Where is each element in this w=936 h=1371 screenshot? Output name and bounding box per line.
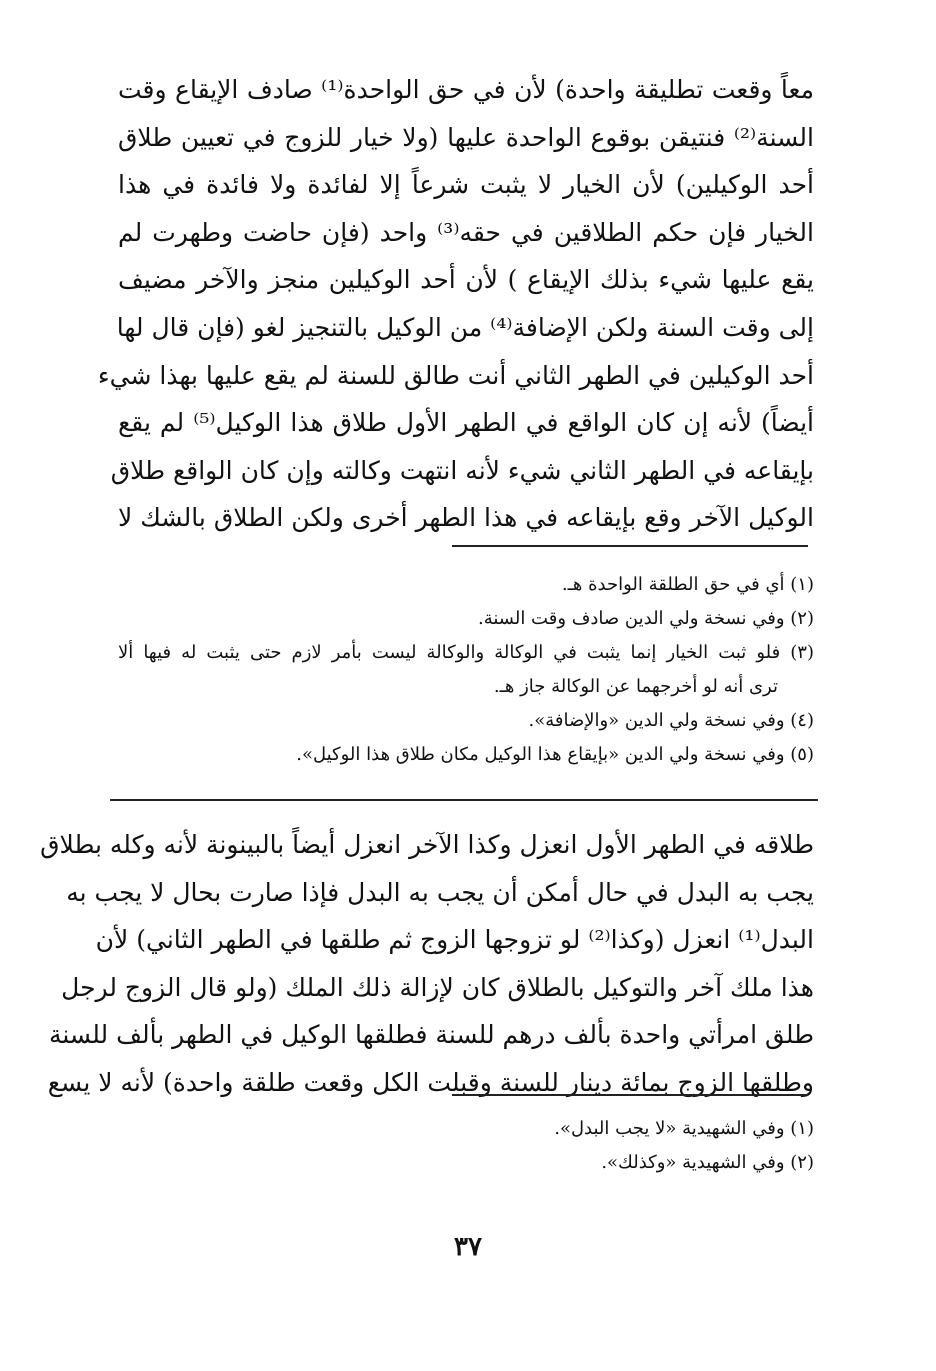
footnote: (١) أي في حق الطلقة الواحدة هـ. [561,574,814,595]
text-line: أيضاً) لأنه إن كان الواقع في الطهر الأول طلاق هذا الوكيل⁽⁵⁾ لم يقع [118,408,815,438]
text-line: يقع عليها شيء بذلك الإيقاع ) لأن أحد الوكيلين منجز والآخر مضيف [118,265,814,295]
footnote: (٣) فلو ثبت الخيار إنما يثبت في الوكالة والوكالة ليست بأمر لازم حتى يثبت له فيها ألا [118,642,814,663]
text-line: وطلقها الزوج بمائة دينار للسنة وقبلت الكل وقعت طلقة واحدة) لأنه لا يسع [47,1067,814,1097]
footnote: (١) وفي الشهيدية «لا يجب البدل». [554,1118,814,1139]
footnote: (٥) وفي نسخة ولي الدين «بإيقاع هذا الوكيل مكان طلاق هذا الوكيل». [296,744,814,765]
text-line: الخيار فإن حكم الطلاقين في حقه⁽³⁾ واحد (فإن حاضت وطهرت لم [118,217,814,247]
footnote: (٤) وفي نسخة ولي الدين «والإضافة». [528,710,814,731]
page-number: ٣٧ [454,1232,482,1262]
text-line: أحد الوكيلين في الطهر الثاني أنت طالق للسنة لم يقع عليها بهذا شيء [97,360,814,390]
footnote: (٢) وفي نسخة ولي الدين صادف وقت السنة. [477,608,814,629]
footnote-separator [452,545,808,547]
text-line: البدل⁽¹⁾ انعزل (وكذا⁽²⁾ لو تزوجها الزوج ثم طلقها في الطهر الثاني) لأن [95,925,814,955]
text-line: أحد الوكيلين) لأن الخيار لا يثبت شرعاً إلا لفائدة ولا فائدة في هذا [118,170,814,200]
upper-main-text [97,66,815,542]
lower-footnotes [118,1112,814,1180]
text-line: معاً وقعت تطليقة واحدة) لأن في حق الواحدة⁽¹⁾ صادف الإيقاع وقت [118,75,814,104]
footnote-continuation: ترى أنه لو أخرجهما عن الوكالة جاز هـ. [493,676,778,697]
footnote: (٢) وفي الشهيدية «وكذلك». [601,1152,814,1173]
text-line: طلاقه في الطهر الأول انعزل وكذا الآخر انعزل أيضاً بالبينونة لأنه وكله بطلاق [40,830,814,859]
text-line: السنة⁽²⁾ فنتيقن بوقوع الواحدة عليها (ولا خيار للزوج في تعيين طلاق [118,122,814,152]
text-line: بإيقاعه في الطهر الثاني شيء لأنه انتهت وكالته وإن كان الواقع طلاق [110,455,814,485]
section-divider [110,799,818,801]
text-line: طلق امرأتي واحدة بألف درهم للسنة فطلقها الوكيل في الطهر بألف للسنة [48,1020,814,1050]
text-line: هذا ملك آخر والتوكيل بالطلاق كان لإزالة ذلك الملك (ولو قال الزوج لرجل [61,972,814,1002]
lower-main-text [40,821,814,1107]
text-line: يجب به البدل في حال أمكن أن يجب به البدل فإذا صارت بحال لا يجب به [66,877,814,907]
text-line: الوكيل الآخر وقع بإيقاعه في هذا الطهر أخرى ولكن الطلاق بالشك لا [118,503,814,533]
upper-footnotes [118,568,814,772]
text-line: إلى وقت السنة ولكن الإضافة⁽⁴⁾ من الوكيل بالتنجيز لغو (فإن قال لها [116,312,814,342]
footnote-separator [452,1094,808,1096]
